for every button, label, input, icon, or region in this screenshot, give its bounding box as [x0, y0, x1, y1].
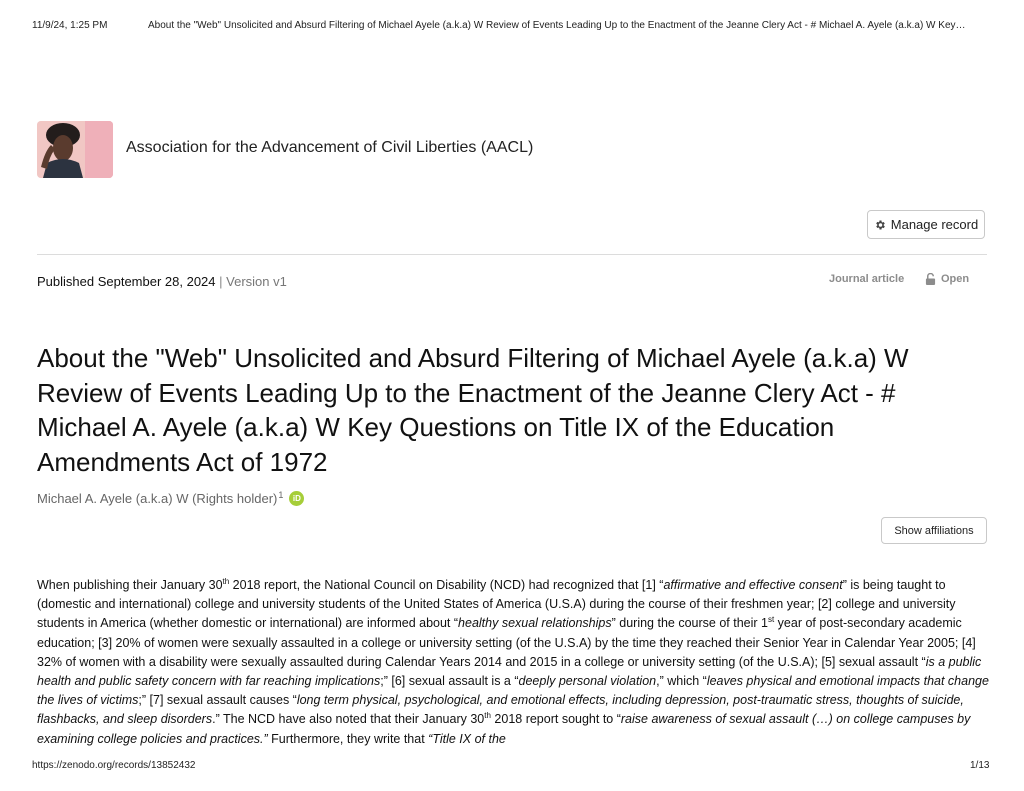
version-label: Version v1 — [226, 274, 287, 289]
print-page-number: 1/13 — [970, 760, 990, 771]
creator-name[interactable]: Michael A. Ayele (a.k.a) W (Rights holder) — [37, 491, 278, 506]
description-text-run: 2018 report sought to “ — [490, 712, 621, 727]
description-text-run: st — [767, 615, 775, 625]
publication-separator: | — [219, 274, 223, 289]
description-text-run: leaves physical and emotional impacts that change the lives of victims — [37, 674, 989, 708]
description-text-run: .” The NCD have also noted that their January 30 — [212, 712, 485, 727]
show-affiliations-button[interactable]: Show affiliations — [881, 517, 987, 544]
print-footer-url: https://zenodo.org/records/13852432 — [32, 760, 196, 771]
print-datetime: 11/9/24, 1:25 PM — [32, 20, 108, 31]
description-text-run: th — [484, 711, 491, 721]
description-text-run: deeply personal violation — [518, 674, 657, 689]
description-text-run: ” during the course of their 1 — [611, 616, 768, 631]
record-title: About the "Web" Unsolicited and Absurd Filtering of Michael Ayele (a.k.a) W Review of Events Leading Up to the Enactment of the Jeanne Clery Act - # Michael A. Ayele (a.k.a) W Key Questions on Title IX of the Education Amendments Act of 1972 — [37, 343, 909, 477]
description-text-run: Furthermore, they write that — [267, 731, 429, 746]
description-text-run: 2018 report, the National Council on Disability (NCD) had recognized that [1] “ — [229, 578, 664, 592]
manage-record-label: Manage record — [890, 217, 979, 232]
description-text-run: ;” [7] sexual assault causes “ — [138, 693, 297, 708]
description-text-run: healthy sexual relationships — [458, 616, 612, 631]
record-description — [37, 576, 992, 749]
description-text-run: th — [222, 576, 230, 586]
community-header — [37, 121, 533, 178]
unlock-icon — [925, 273, 936, 285]
description-text-run: When publishing their January 30 — [37, 578, 223, 592]
description-text-run: long term physical, psychological, and emotional effects, including depression, post-traumatic stress, thoughts of suicide, flashbacks, and sleep disorders — [37, 693, 964, 727]
description-text-run: raise awareness of sexual assault (…) on college campuses by examining college policies and practices.” — [37, 712, 971, 746]
resource-type-label: Journal article — [829, 273, 905, 285]
orcid-icon[interactable]: iD — [289, 491, 304, 506]
resource-type-badge — [829, 273, 904, 285]
publication-date: Published September 28, 2024 — [37, 274, 216, 289]
access-label: Open — [941, 273, 970, 285]
description-text-run: year of post-secondary academic education; [3] 20% of women were sexually assaulted in a college or university setting (of the U.S.A) by the time they reached their Senior Year in Calendar Year 2005; [4] 32% of women with a disability were sexually assaulted during Calendar Years 2014 and 2015 in a college or university setting (of the U.S.A); [5] sexual assault “ — [37, 616, 976, 669]
creator-affiliation-ref: 1 — [278, 489, 284, 500]
portrait-photo-icon — [37, 121, 113, 178]
description-text-run: ” is being taught to (domestic and international) college and university students of the United States of America (U.S.A) during the course of their freshmen year; [2] college and university students in America (whether domestic or international) are informed about “ — [37, 578, 956, 631]
manage-record-button[interactable] — [867, 210, 985, 239]
description-text-run: ,” which “ — [656, 674, 707, 689]
description-text-run: affirmative and effective consent — [663, 578, 843, 592]
access-badge — [925, 273, 969, 285]
header-divider — [37, 254, 987, 255]
community-logo[interactable] — [37, 121, 113, 178]
publication-info — [37, 274, 287, 289]
print-page-title: About the "Web" Unsolicited and Absurd Filtering of Michael Ayele (a.k.a) W Review of Events Leading Up to the Enactment of the Jeanne Clery Act - # Michael A. Ayele (a.k.a) W Key… — [148, 20, 966, 31]
gear-icon — [874, 219, 886, 231]
creator — [37, 491, 304, 506]
description-text-run: is a public health and public safety concern with far reaching implications — [37, 654, 982, 689]
description-text-run: “Title IX of the — [428, 731, 506, 746]
community-name[interactable]: Association for the Advancement of Civil Liberties (AACL) — [126, 139, 534, 156]
description-text-run: ;” [6] sexual assault is a “ — [380, 674, 519, 689]
